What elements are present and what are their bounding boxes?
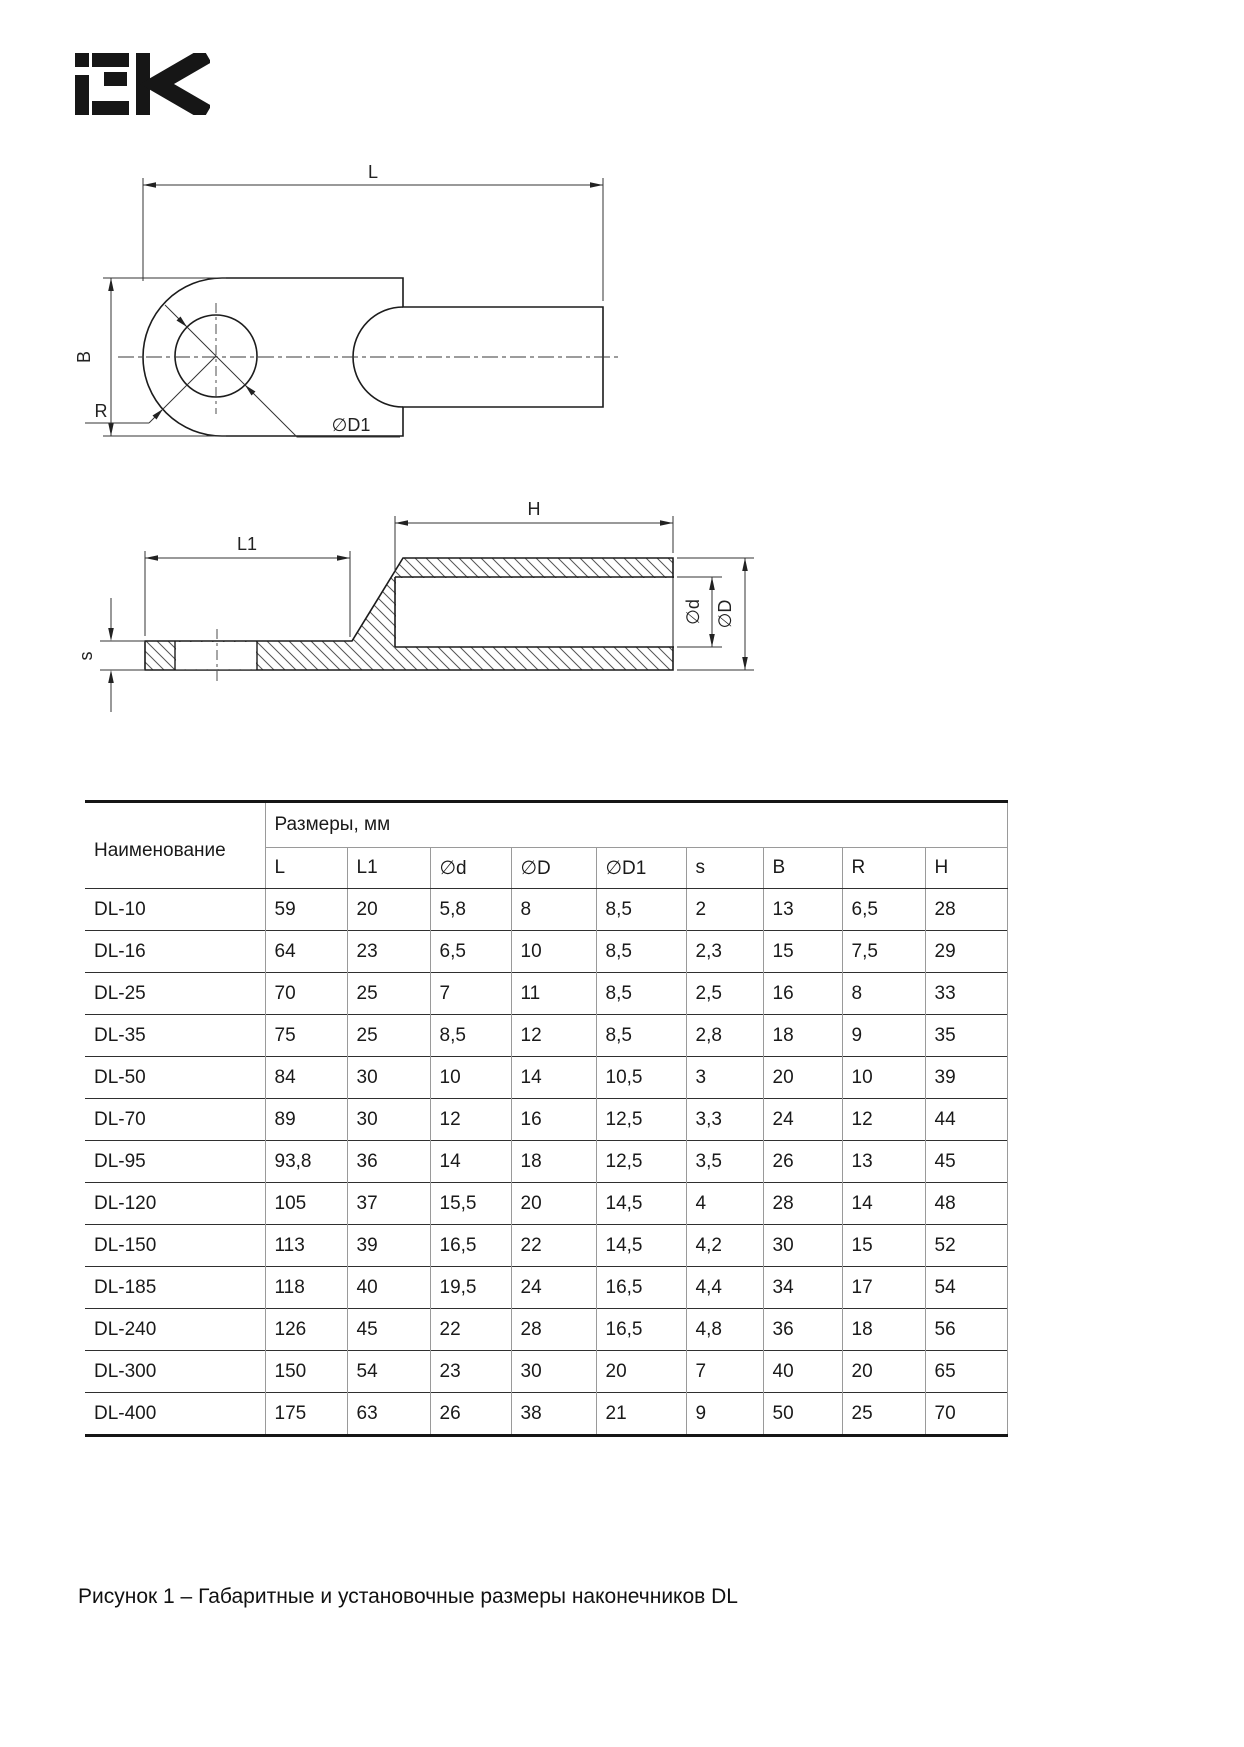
arrowhead — [108, 628, 114, 641]
table-cell: 4,4 — [686, 1267, 763, 1309]
table-cell: 6,5 — [430, 931, 511, 973]
table-row — [85, 1393, 1007, 1436]
table-cell: 24 — [763, 1099, 842, 1141]
table-cell: 44 — [925, 1099, 1007, 1141]
table-cell: 84 — [265, 1057, 347, 1099]
table-cell: 3,3 — [686, 1099, 763, 1141]
table-cell: 3,5 — [686, 1141, 763, 1183]
bore-cavity — [396, 578, 675, 646]
iek-logo-graphic — [75, 53, 210, 115]
table-cell: 16 — [511, 1099, 596, 1141]
table-cell: 22 — [430, 1309, 511, 1351]
table-cell: 59 — [265, 889, 347, 931]
table-cell: 22 — [511, 1225, 596, 1267]
col-header: L — [265, 848, 347, 889]
table-cell: 113 — [265, 1225, 347, 1267]
row-name: DL-120 — [85, 1183, 265, 1225]
table-cell: 14 — [842, 1183, 925, 1225]
row-name: DL-50 — [85, 1057, 265, 1099]
col-header: H — [925, 848, 1007, 889]
row-name: DL-150 — [85, 1225, 265, 1267]
dimensions-table — [85, 800, 1008, 1437]
col-header: ∅D1 — [596, 848, 686, 889]
col-header: ∅D — [511, 848, 596, 889]
arrowhead — [395, 520, 408, 526]
iek-logo — [75, 53, 210, 115]
table-cell: 7 — [686, 1351, 763, 1393]
table-cell: 50 — [763, 1393, 842, 1436]
table-cell: 20 — [511, 1183, 596, 1225]
table-cell: 45 — [925, 1141, 1007, 1183]
table-cell: 8 — [842, 973, 925, 1015]
table-cell: 70 — [925, 1393, 1007, 1436]
table-cell: 4 — [686, 1183, 763, 1225]
table-cell: 8,5 — [596, 1015, 686, 1057]
arrowhead — [742, 657, 748, 670]
table-row — [85, 1057, 1007, 1099]
col-header: s — [686, 848, 763, 889]
dim-label-R: R — [94, 401, 108, 421]
table-cell: 12 — [430, 1099, 511, 1141]
row-name: DL-25 — [85, 973, 265, 1015]
table-cell: 8,5 — [596, 889, 686, 931]
table-cell: 13 — [842, 1141, 925, 1183]
table-cell: 20 — [763, 1057, 842, 1099]
table-row — [85, 1267, 1007, 1309]
table-cell: 54 — [347, 1351, 430, 1393]
table-cell: 10 — [430, 1057, 511, 1099]
table-cell: 37 — [347, 1183, 430, 1225]
table-cell: 25 — [347, 973, 430, 1015]
table-cell: 23 — [430, 1351, 511, 1393]
table-cell: 15,5 — [430, 1183, 511, 1225]
row-name: DL-300 — [85, 1351, 265, 1393]
arrowhead — [590, 182, 603, 188]
table-cell: 52 — [925, 1225, 1007, 1267]
palm-hole-section — [176, 642, 256, 669]
dim-label-D: ∅D — [715, 599, 735, 629]
table-cell: 18 — [511, 1141, 596, 1183]
table-row — [85, 1183, 1007, 1225]
figure-top-view — [60, 150, 640, 450]
col-header: L1 — [347, 848, 430, 889]
arrowhead — [145, 555, 158, 561]
table-cell: 13 — [763, 889, 842, 931]
table-row — [85, 889, 1007, 931]
figure-section-view — [70, 440, 770, 720]
table-cell: 2 — [686, 889, 763, 931]
table-cell: 30 — [511, 1351, 596, 1393]
table-cell: 12 — [511, 1015, 596, 1057]
table-cell: 48 — [925, 1183, 1007, 1225]
row-name: DL-10 — [85, 889, 265, 931]
table-cell: 20 — [347, 889, 430, 931]
table-cell: 25 — [842, 1393, 925, 1436]
arrowhead — [108, 278, 114, 291]
table-cell: 8,5 — [596, 931, 686, 973]
table-cell: 36 — [347, 1141, 430, 1183]
table-cell: 15 — [842, 1225, 925, 1267]
table-cell: 93,8 — [265, 1141, 347, 1183]
table-cell: 29 — [925, 931, 1007, 973]
table-cell: 39 — [347, 1225, 430, 1267]
table-cell: 89 — [265, 1099, 347, 1141]
table-cell: 10 — [511, 931, 596, 973]
table-row — [85, 1225, 1007, 1267]
table-cell: 9 — [842, 1015, 925, 1057]
table-cell: 64 — [265, 931, 347, 973]
table-cell: 63 — [347, 1393, 430, 1436]
table-cell: 54 — [925, 1267, 1007, 1309]
row-name: DL-16 — [85, 931, 265, 973]
table-cell: 21 — [596, 1393, 686, 1436]
table-cell: 14 — [430, 1141, 511, 1183]
arrowhead — [709, 577, 715, 590]
table-cell: 38 — [511, 1393, 596, 1436]
table-cell: 7,5 — [842, 931, 925, 973]
table-cell: 15 — [763, 931, 842, 973]
table-cell: 24 — [511, 1267, 596, 1309]
table-cell: 25 — [347, 1015, 430, 1057]
arrowhead — [660, 520, 673, 526]
table-cell: 8 — [511, 889, 596, 931]
table-cell: 6,5 — [842, 889, 925, 931]
table-row — [85, 973, 1007, 1015]
table-cell: 9 — [686, 1393, 763, 1436]
dim-label-H: H — [527, 499, 541, 519]
table-cell: 8,5 — [596, 973, 686, 1015]
group-header: Размеры, мм — [265, 802, 1007, 848]
table-cell: 2,3 — [686, 931, 763, 973]
table-cell: 65 — [925, 1351, 1007, 1393]
row-name: DL-240 — [85, 1309, 265, 1351]
row-name: DL-400 — [85, 1393, 265, 1436]
dim-label-D1: ∅D1 — [331, 415, 371, 435]
arrowhead — [742, 558, 748, 571]
table-body — [85, 889, 1007, 1436]
table-cell: 12,5 — [596, 1141, 686, 1183]
table-cell: 3 — [686, 1057, 763, 1099]
table-cell: 175 — [265, 1393, 347, 1436]
table-cell: 12,5 — [596, 1099, 686, 1141]
table-cell: 2,8 — [686, 1015, 763, 1057]
table-cell: 33 — [925, 973, 1007, 1015]
arrowhead — [108, 423, 114, 436]
table-cell: 150 — [265, 1351, 347, 1393]
table-cell: 10 — [842, 1057, 925, 1099]
table-cell: 118 — [265, 1267, 347, 1309]
table-cell: 28 — [511, 1309, 596, 1351]
table-cell: 35 — [925, 1015, 1007, 1057]
table-row — [85, 931, 1007, 973]
table-cell: 34 — [763, 1267, 842, 1309]
dim-label-s: s — [76, 651, 96, 661]
row-name: DL-35 — [85, 1015, 265, 1057]
table-cell: 4,2 — [686, 1225, 763, 1267]
table-cell: 56 — [925, 1309, 1007, 1351]
col-header: ∅d — [430, 848, 511, 889]
table-cell: 105 — [265, 1183, 347, 1225]
table-cell: 16,5 — [430, 1225, 511, 1267]
table-cell: 2,5 — [686, 973, 763, 1015]
table-cell: 18 — [763, 1015, 842, 1057]
dim-label-L1: L1 — [236, 534, 258, 554]
table-row — [85, 1309, 1007, 1351]
table-cell: 14,5 — [596, 1183, 686, 1225]
table-cell: 19,5 — [430, 1267, 511, 1309]
table-cell: 40 — [763, 1351, 842, 1393]
dim-label-B: B — [74, 350, 94, 364]
table-cell: 45 — [347, 1309, 430, 1351]
table-cell: 30 — [347, 1057, 430, 1099]
table-cell: 40 — [347, 1267, 430, 1309]
table-row — [85, 1015, 1007, 1057]
table-cell: 75 — [265, 1015, 347, 1057]
table-cell: 126 — [265, 1309, 347, 1351]
table-cell: 30 — [347, 1099, 430, 1141]
table-cell: 8,5 — [430, 1015, 511, 1057]
arrowhead — [143, 182, 156, 188]
table-cell: 20 — [842, 1351, 925, 1393]
table-cell: 10,5 — [596, 1057, 686, 1099]
row-name: DL-95 — [85, 1141, 265, 1183]
row-name: DL-185 — [85, 1267, 265, 1309]
table-cell: 23 — [347, 931, 430, 973]
table-cell: 4,8 — [686, 1309, 763, 1351]
table-cell: 14 — [511, 1057, 596, 1099]
table-cell: 16 — [763, 973, 842, 1015]
table-cell: 28 — [763, 1183, 842, 1225]
table-cell: 39 — [925, 1057, 1007, 1099]
table-cell: 26 — [763, 1141, 842, 1183]
col-header-name: Наименование — [85, 802, 265, 889]
table-cell: 18 — [842, 1309, 925, 1351]
table-cell: 36 — [763, 1309, 842, 1351]
table-cell: 30 — [763, 1225, 842, 1267]
dim-label-d: ∅d — [683, 599, 703, 625]
table-cell: 16,5 — [596, 1267, 686, 1309]
table-cell: 7 — [430, 973, 511, 1015]
table-cell: 20 — [596, 1351, 686, 1393]
dim-label-L: L — [367, 162, 379, 182]
col-header: B — [763, 848, 842, 889]
figure-caption: Рисунок 1 – Габаритные и установочные размеры наконечников DL — [78, 1585, 738, 1608]
table-cell: 12 — [842, 1099, 925, 1141]
table-cell: 70 — [265, 973, 347, 1015]
table-cell: 28 — [925, 889, 1007, 931]
col-header: R — [842, 848, 925, 889]
arrowhead — [337, 555, 350, 561]
table-cell: 14,5 — [596, 1225, 686, 1267]
table-cell: 17 — [842, 1267, 925, 1309]
table-cell: 16,5 — [596, 1309, 686, 1351]
table-cell: 11 — [511, 973, 596, 1015]
table-row — [85, 1099, 1007, 1141]
arrowhead — [108, 670, 114, 683]
row-name: DL-70 — [85, 1099, 265, 1141]
table-cell: 26 — [430, 1393, 511, 1436]
table-row — [85, 1141, 1007, 1183]
table-row — [85, 1351, 1007, 1393]
table-cell: 5,8 — [430, 889, 511, 931]
arrowhead — [709, 634, 715, 647]
